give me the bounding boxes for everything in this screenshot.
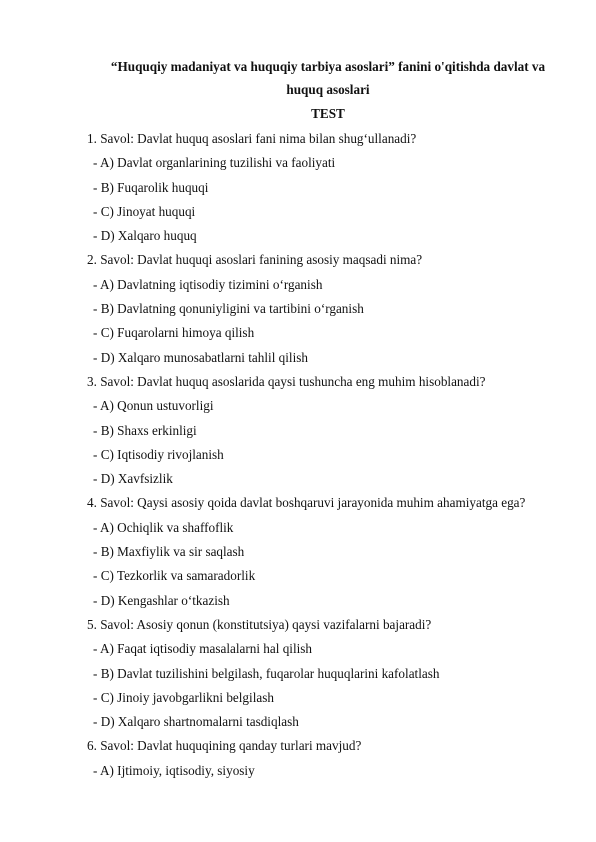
question-1-option-c: - C) Jinoyat huquqi [93,203,196,219]
question-5-option-c: - C) Jinoiy javobgarlikni belgilash [93,689,274,705]
question-3: 3. Savol: Davlat huquq asoslarida qaysi tushuncha eng muhim hisoblanadi? [87,373,486,389]
question-4-option-c: - C) Tezkorlik va samaradorlik [93,568,256,584]
question-3-option-a: - A) Qonun ustuvorligi [93,398,214,414]
question-1: 1. Savol: Davlat huquq asoslari fani nima bilan shug‘ullanadi? [87,131,417,146]
question-6: 6. Savol: Davlat huquqining qanday turlari mavjud? [87,738,362,754]
question-2-option-d: - D) Xalqaro munosabatlarni tahlil qilish [93,349,308,365]
question-5: 5. Savol: Asosiy qonun (konstitutsiya) qaysi vazifalarni bajaradi? [87,616,432,632]
question-3-option-d: - D) Xavfsizlik [93,471,173,487]
test-heading: TEST [311,106,345,121]
question-5-option-d: - D) Xalqaro shartnomalarni tasdiqlash [93,714,299,730]
question-5-option-a: - A) Faqat iqtisodiy masalalarni hal qilish [93,641,313,657]
question-4: 4. Savol: Qaysi asosiy qoida davlat boshqaruvi jarayonida muhim ahamiyatga ega? [87,495,526,511]
question-2: 2. Savol: Davlat huquqi asoslari fanining asosiy maqsadi nima? [87,252,423,268]
question-1-option-a: - A) Davlat organlarining tuzilishi va faoliyati [93,155,336,171]
question-list [87,127,587,783]
question-3-option-c: - C) Iqtisodiy rivojlanish [93,446,224,462]
question-2-option-a: - A) Davlatning iqtisodiy tizimini o‘rganish [93,276,323,292]
question-6-option-a: - A) Ijtimoiy, iqtisodiy, siyosiy [93,762,255,778]
question-1-option-b: - B) Fuqarolik huquqi [93,179,209,195]
question-3-option-b: - B) Shaxs erkinligi [93,422,197,438]
question-2-option-b: - B) Davlatning qonuniyligini va tartibini o‘rganish [93,301,364,317]
question-4-option-b: - B) Maxfiylik va sir saqlash [93,544,245,560]
question-1-option-d: - D) Xalqaro huquq [93,228,197,244]
question-5-option-b: - B) Davlat tuzilishini belgilash, fuqarolar huquqlarini kafolatlash [93,665,440,681]
document-title-line-2: huquq asoslari [286,82,370,97]
document-title-line-1: “Huquqiy madaniyat va huquqiy tarbiya asoslari” fanini o'qitishda davlat va [110,59,546,74]
question-2-option-c: - C) Fuqarolarni himoya qilish [93,325,255,341]
question-4-option-d: - D) Kengashlar o‘tkazish [93,592,230,608]
question-4-option-a: - A) Ochiqlik va shaffoflik [93,519,234,535]
